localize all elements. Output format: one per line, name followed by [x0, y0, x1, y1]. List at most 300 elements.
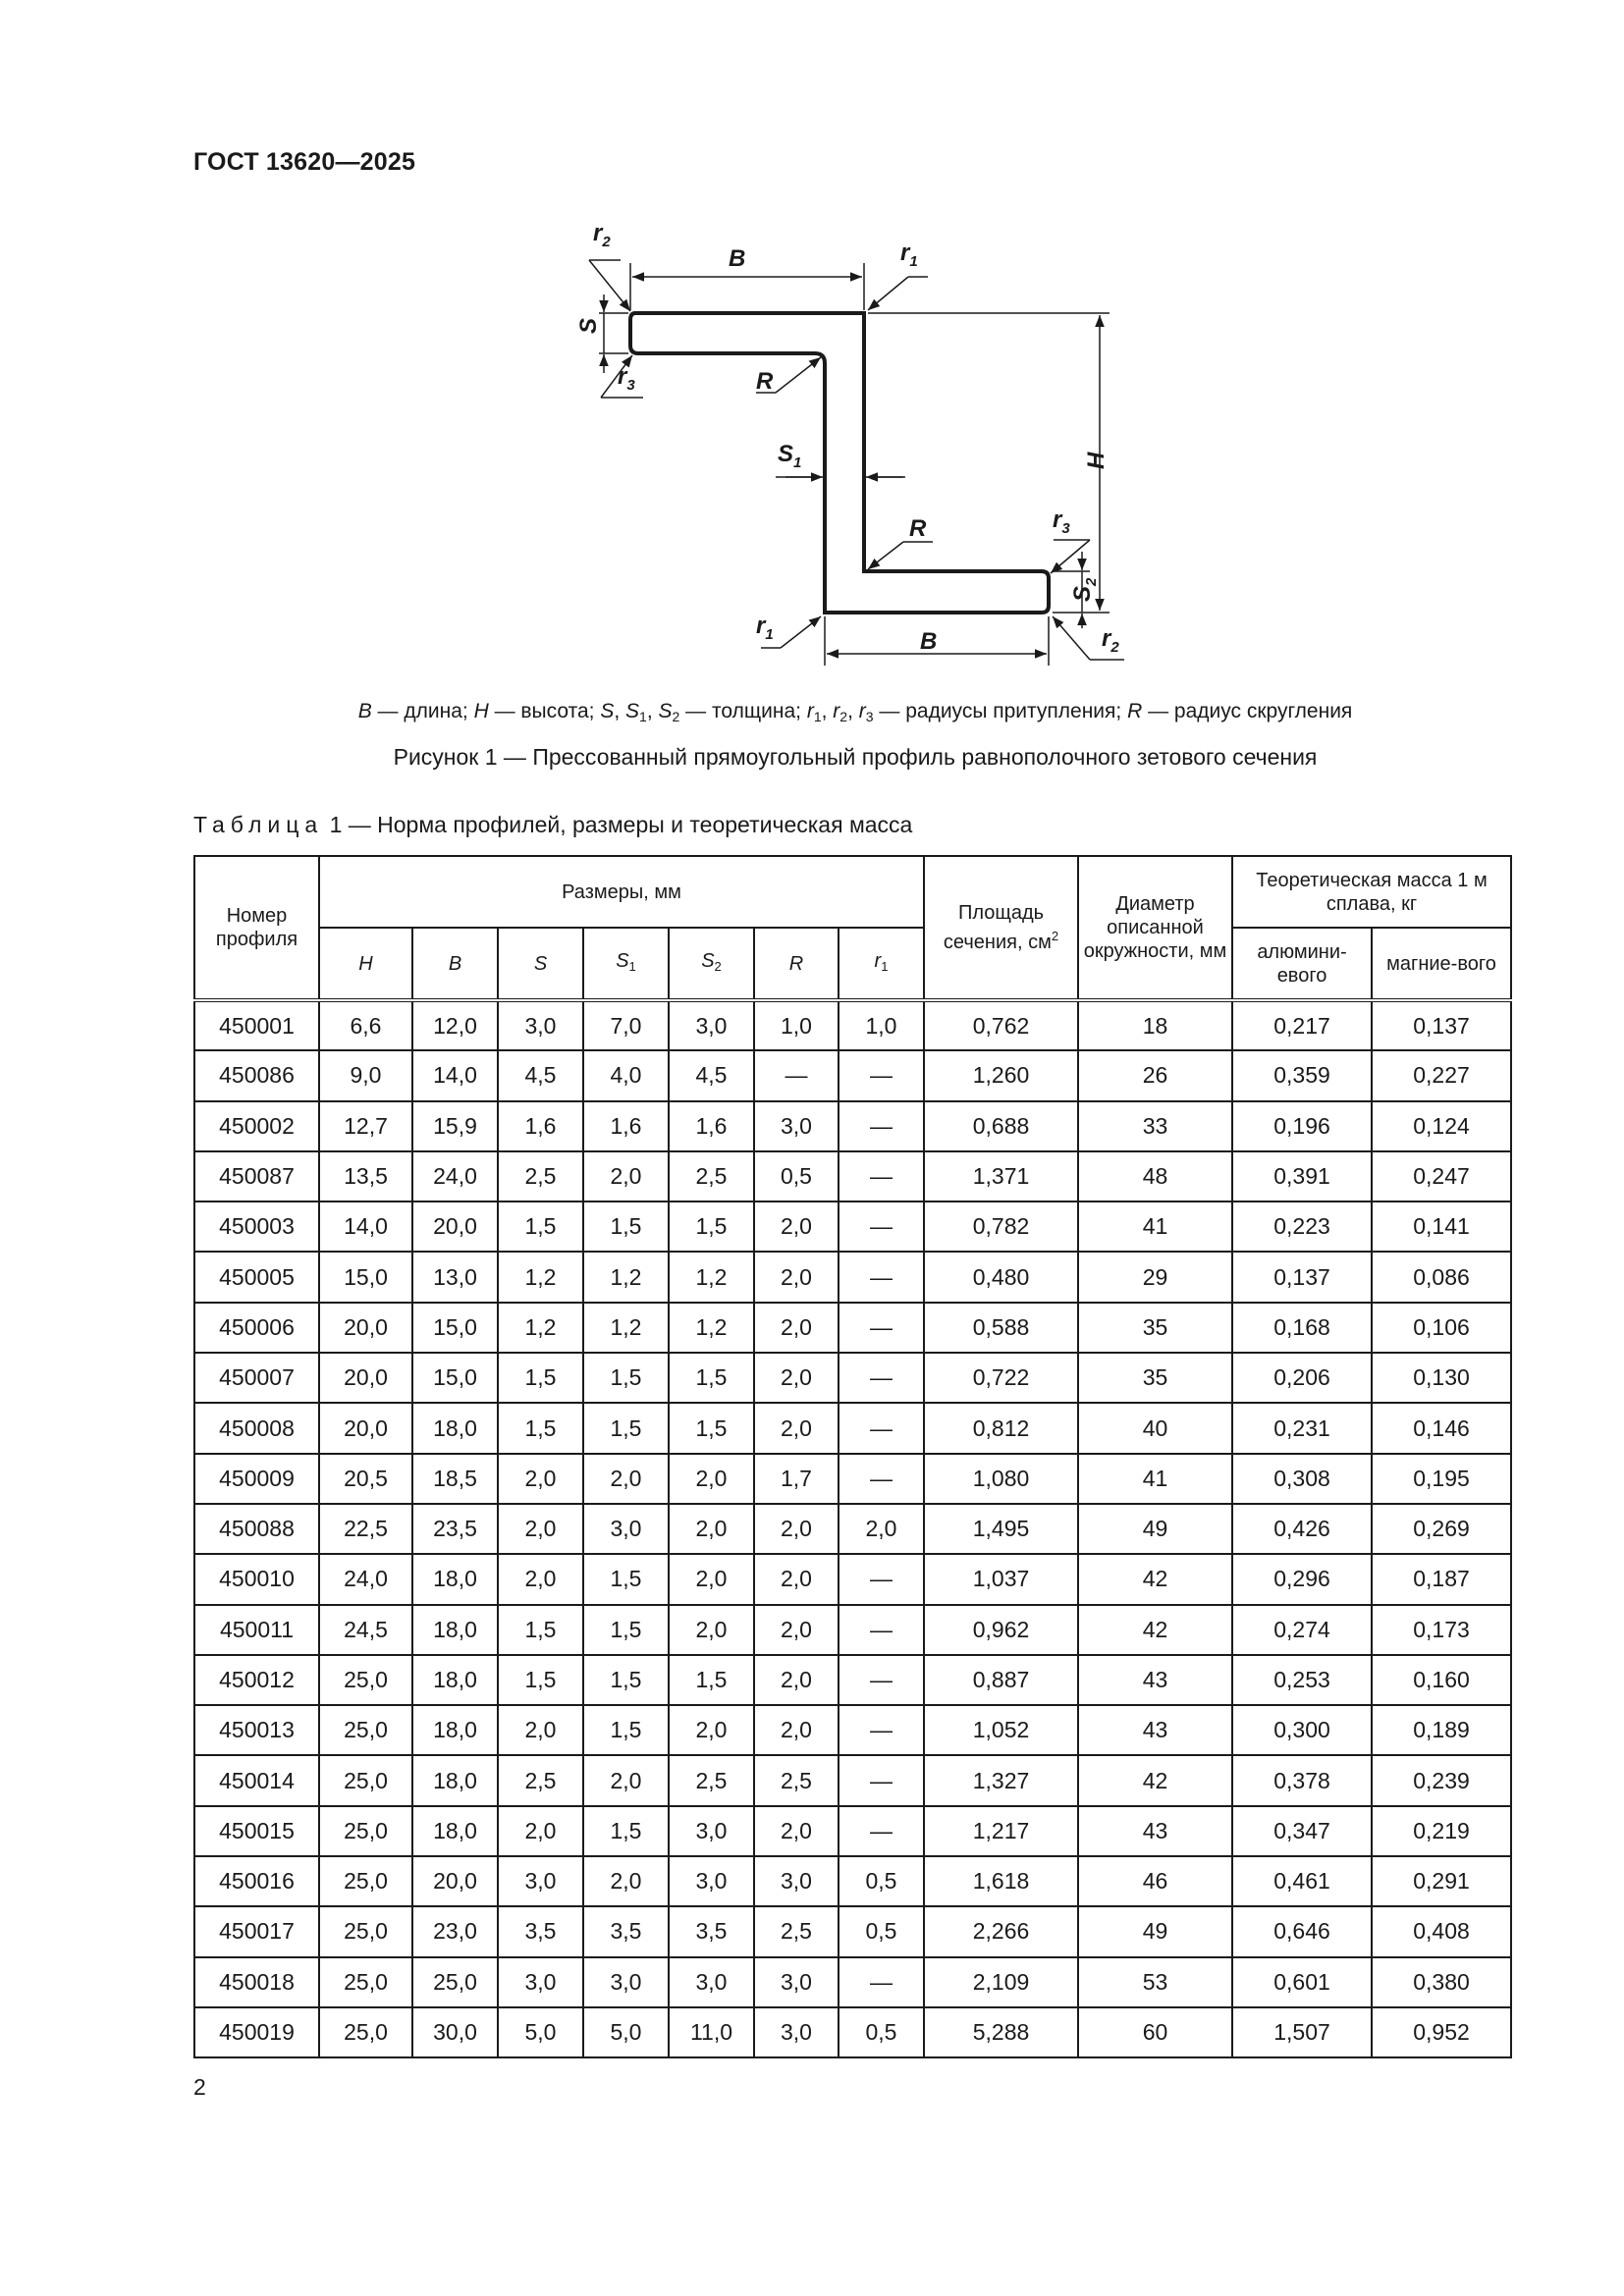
table-cell: 1,6	[498, 1101, 583, 1151]
table-cell: 14,0	[412, 1050, 498, 1100]
header-aluminium: алюмини-евого	[1232, 928, 1372, 1000]
table-cell: 2,0	[583, 1454, 669, 1504]
table-cell: 2,0	[498, 1454, 583, 1504]
table-cell: 4,5	[498, 1050, 583, 1100]
table-cell: 2,0	[754, 1806, 839, 1856]
table-cell: 0,308	[1232, 1454, 1372, 1504]
table-row	[194, 1755, 1511, 1805]
header-S2: $S_2$	[669, 928, 754, 1000]
leader-r2-top	[589, 260, 630, 311]
table-cell: 2,0	[669, 1454, 754, 1504]
table-row	[194, 1101, 1511, 1151]
table-cell: 0,952	[1372, 2007, 1511, 2057]
label-B-bottom: B	[920, 628, 938, 655]
table-cell: 29	[1078, 1252, 1232, 1302]
header-diameter: Диаметр описанной окружности, мм	[1078, 856, 1232, 1000]
table-cell: 2,0	[669, 1554, 754, 1604]
table-cell: 42	[1078, 1755, 1232, 1805]
table-cell: 0,247	[1372, 1151, 1511, 1201]
table-cell: 2,5	[498, 1151, 583, 1201]
table-cell: 49	[1078, 1504, 1232, 1554]
table-cell: —	[839, 1151, 924, 1201]
table-cell: 0,962	[924, 1605, 1078, 1655]
table-cell: 2,0	[498, 1504, 583, 1554]
table-cell: 0,160	[1372, 1655, 1511, 1705]
table-cell: 35	[1078, 1353, 1232, 1403]
header-R: R	[754, 928, 839, 1000]
table-cell: 2,109	[924, 1957, 1078, 2007]
table-row	[194, 1906, 1511, 1956]
table-cell: —	[839, 1050, 924, 1100]
table-cell: 0,378	[1232, 1755, 1372, 1805]
table-cell: 2,0	[669, 1605, 754, 1655]
table-cell: 2,5	[669, 1755, 754, 1805]
table-cell: 0,812	[924, 1403, 1078, 1453]
table-cell: 1,5	[583, 1806, 669, 1856]
table-cell: 15,0	[412, 1303, 498, 1353]
table-row	[194, 1806, 1511, 1856]
profile-number-cell: 450003	[194, 1201, 319, 1252]
table-cell: 23,0	[412, 1906, 498, 1956]
table-cell: 0,206	[1232, 1353, 1372, 1403]
table-cell: 0,426	[1232, 1504, 1372, 1554]
table-cell: 25,0	[319, 1856, 412, 1906]
profile-number-cell: 450001	[194, 1000, 319, 1050]
table-cell: 1,5	[669, 1353, 754, 1403]
label-S2: $S_2$	[1069, 577, 1100, 602]
table-cell: 0,137	[1372, 1000, 1511, 1050]
table-cell: 43	[1078, 1705, 1232, 1755]
table-cell: 53	[1078, 1957, 1232, 2007]
leader-r1-bottom	[781, 616, 821, 648]
table-cell: 0,408	[1372, 1906, 1511, 1956]
table-cell: 1,260	[924, 1050, 1078, 1100]
table-cell: 3,0	[498, 1957, 583, 2007]
z-profile-drawing	[550, 211, 1139, 672]
table-cell: 1,5	[498, 1353, 583, 1403]
table-cell: —	[839, 1201, 924, 1252]
table-cell: 20,0	[412, 1201, 498, 1252]
table-cell: 3,0	[754, 1957, 839, 2007]
table-cell: 0,253	[1232, 1655, 1372, 1705]
table-cell: 48	[1078, 1151, 1232, 1201]
table-cell: 1,2	[669, 1252, 754, 1302]
table-cell: 23,5	[412, 1504, 498, 1554]
table-cell: 2,0	[583, 1151, 669, 1201]
profile-number-cell: 450086	[194, 1050, 319, 1100]
profile-number-cell: 450088	[194, 1504, 319, 1554]
table-cell: 5,0	[498, 2007, 583, 2057]
profile-number-cell: 450002	[194, 1101, 319, 1151]
table-cell: 3,0	[583, 1957, 669, 2007]
table-cell: 43	[1078, 1806, 1232, 1856]
profile-number-cell: 450006	[194, 1303, 319, 1353]
label-r2-top: $r_2$	[593, 220, 611, 250]
table-row	[194, 1353, 1511, 1403]
table-cell: 2,5	[754, 1755, 839, 1805]
table-cell: 2,266	[924, 1906, 1078, 1956]
table-cell: 3,0	[669, 1957, 754, 2007]
table-cell: 22,5	[319, 1504, 412, 1554]
table-cell: 18	[1078, 1000, 1232, 1050]
table-row	[194, 1856, 1511, 1906]
table-cell: —	[839, 1755, 924, 1805]
table-cell: 0,195	[1372, 1454, 1511, 1504]
profile-number-cell: 450009	[194, 1454, 319, 1504]
table-cell: 1,7	[754, 1454, 839, 1504]
table-cell: 15,9	[412, 1101, 498, 1151]
profiles-table	[193, 855, 1512, 2058]
table-cell: 25,0	[319, 1755, 412, 1805]
table-cell: —	[839, 1303, 924, 1353]
document-standard-id: ГОСТ 13620—2025	[193, 148, 416, 176]
table-cell: 1,5	[583, 1705, 669, 1755]
table-cell: 1,052	[924, 1705, 1078, 1755]
table-cell: 14,0	[319, 1201, 412, 1252]
table-cell: 0,480	[924, 1252, 1078, 1302]
table-cell: 2,0	[754, 1353, 839, 1403]
table-cell: 1,037	[924, 1554, 1078, 1604]
leader-r2-bottom	[1053, 616, 1090, 660]
table-cell: 2,0	[754, 1504, 839, 1554]
table-cell: 4,5	[669, 1050, 754, 1100]
table-title: Таблица 1 — Норма профилей, размеры и теоретическая масса	[193, 812, 913, 837]
table-cell: 0,291	[1372, 1856, 1511, 1906]
table-cell: —	[839, 1353, 924, 1403]
table-cell: 18,0	[412, 1403, 498, 1453]
table-cell: 3,0	[498, 1856, 583, 1906]
table-cell: 18,0	[412, 1705, 498, 1755]
label-r1-top: $r_1$	[900, 240, 918, 270]
table-cell: —	[839, 1705, 924, 1755]
table-row	[194, 1655, 1511, 1705]
table-cell: 24,5	[319, 1605, 412, 1655]
table-cell: 1,080	[924, 1454, 1078, 1504]
table-cell: —	[839, 1806, 924, 1856]
profile-outline	[630, 313, 1049, 613]
table-cell: 2,0	[754, 1605, 839, 1655]
profile-number-cell: 450005	[194, 1252, 319, 1302]
label-r3-bottom: $r_3$	[1053, 507, 1070, 537]
table-row	[194, 1403, 1511, 1453]
table-cell: 0,141	[1372, 1201, 1511, 1252]
table-cell: 0,296	[1232, 1554, 1372, 1604]
table-cell: 41	[1078, 1454, 1232, 1504]
table-row	[194, 1151, 1511, 1201]
table-cell: 41	[1078, 1201, 1232, 1252]
table-cell: 20,0	[319, 1403, 412, 1453]
table-cell: 2,0	[839, 1504, 924, 1554]
table-cell: 0,189	[1372, 1705, 1511, 1755]
table-cell: 2,0	[754, 1403, 839, 1453]
header-area: Площадь сечения, $см^2$	[924, 856, 1078, 1000]
table-body	[194, 1000, 1511, 2057]
table-cell: 1,618	[924, 1856, 1078, 1906]
header-magnesium: магние-вого	[1372, 928, 1511, 1000]
table-cell: 20,0	[319, 1353, 412, 1403]
table-cell: 3,0	[583, 1504, 669, 1554]
table-cell: 1,2	[498, 1252, 583, 1302]
leader-R-bottom	[868, 542, 903, 569]
table-cell: 2,0	[754, 1655, 839, 1705]
table-cell: 1,6	[583, 1101, 669, 1151]
table-cell: 33	[1078, 1101, 1232, 1151]
table-cell: 3,0	[669, 1000, 754, 1050]
table-cell: 2,0	[669, 1705, 754, 1755]
table-cell: 13,0	[412, 1252, 498, 1302]
table-cell: 1,6	[669, 1101, 754, 1151]
table-cell: 0,196	[1232, 1101, 1372, 1151]
table-cell: 18,0	[412, 1806, 498, 1856]
table-cell: 1,0	[839, 1000, 924, 1050]
table-cell: 9,0	[319, 1050, 412, 1100]
table-cell: 2,0	[498, 1705, 583, 1755]
table-row	[194, 1303, 1511, 1353]
table-cell: 2,0	[498, 1806, 583, 1856]
table-cell: 15,0	[412, 1353, 498, 1403]
table-cell: 1,5	[669, 1201, 754, 1252]
table-cell: 12,0	[412, 1000, 498, 1050]
table-cell: 3,5	[669, 1906, 754, 1956]
table-cell: 2,0	[583, 1755, 669, 1805]
table-cell: —	[839, 1957, 924, 2007]
table-cell: 5,0	[583, 2007, 669, 2057]
table-cell: 30,0	[412, 2007, 498, 2057]
table-cell: 1,217	[924, 1806, 1078, 1856]
table-row	[194, 1000, 1511, 1050]
table-cell: 2,0	[754, 1303, 839, 1353]
table-cell: 0,391	[1232, 1151, 1372, 1201]
table-cell: 2,0	[498, 1554, 583, 1604]
table-cell: 0,227	[1372, 1050, 1511, 1100]
table-cell: 12,7	[319, 1101, 412, 1151]
label-H: H	[1083, 452, 1110, 469]
table-cell: 3,0	[669, 1856, 754, 1906]
table-cell: 0,217	[1232, 1000, 1372, 1050]
label-S: S	[575, 317, 602, 334]
table-cell: 18,5	[412, 1454, 498, 1504]
table-cell: 0,359	[1232, 1050, 1372, 1100]
table-cell: 3,5	[583, 1906, 669, 1956]
label-r3-top: $r_3$	[618, 363, 635, 394]
table-cell: 1,0	[754, 1000, 839, 1050]
table-cell: 5,288	[924, 2007, 1078, 2057]
table-cell: 2,0	[669, 1504, 754, 1554]
table-cell: 1,5	[498, 1655, 583, 1705]
header-profile-no: Номер профиля	[194, 856, 319, 1000]
table-cell: 24,0	[319, 1554, 412, 1604]
table-cell: 0,722	[924, 1353, 1078, 1403]
table-cell: 20,0	[412, 1856, 498, 1906]
header-B: B	[412, 928, 498, 1000]
table-cell: 2,0	[754, 1252, 839, 1302]
profile-number-cell: 450014	[194, 1755, 319, 1805]
table-cell: 1,327	[924, 1755, 1078, 1805]
profile-number-cell: 450010	[194, 1554, 319, 1604]
table-cell: 20,0	[319, 1303, 412, 1353]
table-cell: 1,495	[924, 1504, 1078, 1554]
header-S1: $S_1$	[583, 928, 669, 1000]
table-cell: 0,168	[1232, 1303, 1372, 1353]
table-cell: 60	[1078, 2007, 1232, 2057]
table-cell: 0,646	[1232, 1906, 1372, 1956]
profile-number-cell: 450013	[194, 1705, 319, 1755]
header-dimensions: Размеры, мм	[319, 856, 924, 928]
table-cell: 1,5	[669, 1403, 754, 1453]
table-cell: 1,5	[498, 1605, 583, 1655]
table-cell: 6,6	[319, 1000, 412, 1050]
table-row	[194, 1705, 1511, 1755]
table-cell: 0,5	[839, 1906, 924, 1956]
table-cell: 18,0	[412, 1655, 498, 1705]
table-cell: 0,588	[924, 1303, 1078, 1353]
table-row	[194, 1957, 1511, 2007]
table-cell: 0,130	[1372, 1353, 1511, 1403]
table-cell: 0,688	[924, 1101, 1078, 1151]
profile-number-cell: 450087	[194, 1151, 319, 1201]
profile-number-cell: 450019	[194, 2007, 319, 2057]
table-cell: 25,0	[319, 1906, 412, 1956]
table-row	[194, 1050, 1511, 1100]
leader-r1-top	[868, 277, 908, 310]
label-r2-bottom: $r_2$	[1102, 625, 1119, 656]
table-cell: 0,146	[1372, 1403, 1511, 1453]
table-cell: 1,371	[924, 1151, 1078, 1201]
label-B-top: B	[729, 245, 746, 272]
table-cell: 0,5	[839, 2007, 924, 2057]
table-cell: 25,0	[319, 1806, 412, 1856]
profile-number-cell: 450016	[194, 1856, 319, 1906]
label-R-top: R	[756, 368, 774, 395]
table-cell: 7,0	[583, 1000, 669, 1050]
table-row	[194, 1454, 1511, 1504]
table-cell: 0,601	[1232, 1957, 1372, 2007]
table-cell: 25,0	[319, 2007, 412, 2057]
table-cell: 42	[1078, 1554, 1232, 1604]
table-cell: 24,0	[412, 1151, 498, 1201]
table-row	[194, 2007, 1511, 2057]
table-cell: —	[839, 1101, 924, 1151]
table-cell: 1,5	[583, 1655, 669, 1705]
table-cell: 3,0	[669, 1806, 754, 1856]
header-mass: Теоретическая масса 1 м сплава, кг	[1232, 856, 1511, 928]
table-cell: 0,187	[1372, 1554, 1511, 1604]
leader-r3-bottom	[1051, 540, 1090, 573]
table-cell: —	[754, 1050, 839, 1100]
table-cell: 1,2	[498, 1303, 583, 1353]
table-cell: 25,0	[412, 1957, 498, 2007]
profile-number-cell: 450012	[194, 1655, 319, 1705]
table-cell: 26	[1078, 1050, 1232, 1100]
table-cell: —	[839, 1403, 924, 1453]
table-cell: —	[839, 1605, 924, 1655]
table-cell: 0,274	[1232, 1605, 1372, 1655]
table-cell: 1,5	[583, 1605, 669, 1655]
table-cell: 35	[1078, 1303, 1232, 1353]
profile-number-cell: 450015	[194, 1806, 319, 1856]
table-cell: 0,269	[1372, 1504, 1511, 1554]
table-cell: 15,0	[319, 1252, 412, 1302]
table-cell: 0,106	[1372, 1303, 1511, 1353]
table-cell: 2,0	[754, 1705, 839, 1755]
table-cell: 20,5	[319, 1454, 412, 1504]
table-cell: 46	[1078, 1856, 1232, 1906]
page-number: 2	[193, 2074, 206, 2100]
table-cell: —	[839, 1554, 924, 1604]
table-cell: 0,086	[1372, 1252, 1511, 1302]
label-R-bottom: R	[909, 515, 927, 542]
label-S1: $S_1$	[778, 441, 802, 471]
table-cell: 0,137	[1232, 1252, 1372, 1302]
table-cell: 0,887	[924, 1655, 1078, 1705]
table-cell: 2,0	[583, 1856, 669, 1906]
profile-number-cell: 450011	[194, 1605, 319, 1655]
header-r1: $r_1$	[839, 928, 924, 1000]
table-cell: 0,173	[1372, 1605, 1511, 1655]
table-cell: 1,5	[583, 1554, 669, 1604]
table-cell: 2,0	[754, 1554, 839, 1604]
table-cell: 43	[1078, 1655, 1232, 1705]
table-cell: 1,5	[583, 1403, 669, 1453]
table-cell: 25,0	[319, 1705, 412, 1755]
table-cell: 40	[1078, 1403, 1232, 1453]
table-cell: 49	[1078, 1906, 1232, 1956]
table-cell: 1,2	[583, 1303, 669, 1353]
table-cell: —	[839, 1252, 924, 1302]
table-cell: 0,223	[1232, 1201, 1372, 1252]
table-cell: 18,0	[412, 1605, 498, 1655]
table-cell: 2,5	[754, 1906, 839, 1956]
header-S: S	[498, 928, 583, 1000]
table-cell: 0,219	[1372, 1806, 1511, 1856]
table-cell: 3,5	[498, 1906, 583, 1956]
figure-legend: B — длина; H — высота; S, $S_1$, $S_2$ — толщина; $r_1$, $r_2$, $r_3$ — радиусы притупления; R — радиус скругления	[357, 700, 1353, 724]
table-cell: 4,0	[583, 1050, 669, 1100]
profile-number-cell: 450018	[194, 1957, 319, 2007]
table-cell: 42	[1078, 1605, 1232, 1655]
table-row	[194, 1504, 1511, 1554]
table-cell: 0,5	[754, 1151, 839, 1201]
table-cell: 1,5	[669, 1655, 754, 1705]
table-cell: 1,5	[583, 1201, 669, 1252]
leader-R-top	[776, 357, 821, 393]
table-cell: 0,5	[839, 1856, 924, 1906]
table-row	[194, 1605, 1511, 1655]
table-row	[194, 1201, 1511, 1252]
table-cell: 18,0	[412, 1554, 498, 1604]
profile-number-cell: 450008	[194, 1403, 319, 1453]
table-cell: 2,0	[754, 1201, 839, 1252]
table-cell: 2,5	[498, 1755, 583, 1805]
table-cell: 0,300	[1232, 1705, 1372, 1755]
table-cell: 1,5	[498, 1403, 583, 1453]
label-r1-bottom: $r_1$	[756, 613, 774, 643]
table-cell: 0,124	[1372, 1101, 1511, 1151]
profile-number-cell: 450007	[194, 1353, 319, 1403]
table-cell: 0,782	[924, 1201, 1078, 1252]
header-H: H	[319, 928, 412, 1000]
table-row	[194, 1252, 1511, 1302]
table-cell: 18,0	[412, 1755, 498, 1805]
table-cell: —	[839, 1655, 924, 1705]
table-cell: 0,347	[1232, 1806, 1372, 1856]
table-cell: 0,380	[1372, 1957, 1511, 2007]
table-cell: 3,0	[754, 1856, 839, 1906]
table-cell: 3,0	[754, 1101, 839, 1151]
table-cell: 1,5	[498, 1201, 583, 1252]
table-cell: 1,5	[583, 1353, 669, 1403]
table-cell: 0,762	[924, 1000, 1078, 1050]
